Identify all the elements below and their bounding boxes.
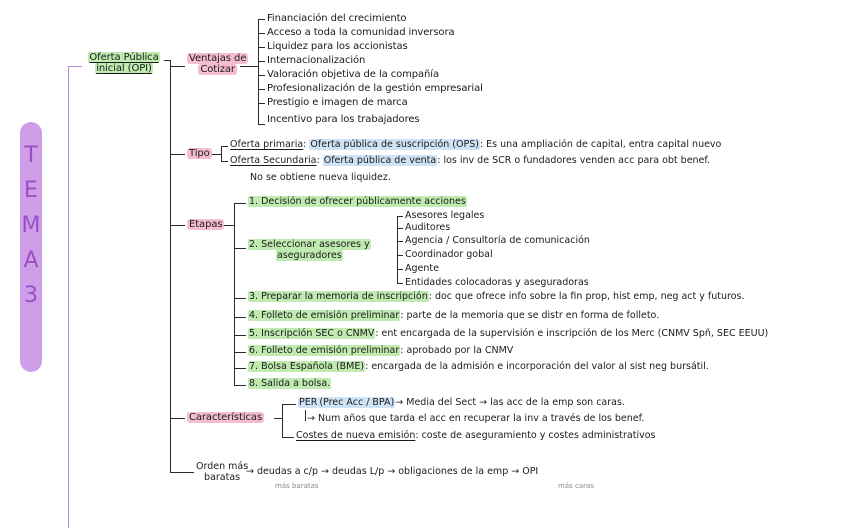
tipo-branch <box>212 154 221 155</box>
etapa-4-title: 4. Folleto de emisión preliminar <box>249 310 400 321</box>
costes-title: Costes de nueva emisión <box>296 430 416 441</box>
ventajas-item: Liquidez para los accionistas <box>267 41 408 52</box>
asesor-item: Agente <box>405 263 439 274</box>
tipo-bracket <box>221 146 222 162</box>
caracteristicas-connector <box>170 418 185 419</box>
per-desc: → Media del Sect → las acc de la emp son caras. <box>395 397 625 408</box>
etapas-connector <box>170 225 185 226</box>
etapa-5-desc: : ent encargada de la supervisión e inscripción de los Merc (CNMV Spñ, SEC EEUU) <box>375 328 769 339</box>
caracteristicas-label <box>187 412 264 423</box>
tipo-primaria <box>230 140 721 151</box>
ventajas-item: Prestigio e imagen de marca <box>267 97 408 108</box>
asesor-item: Asesores legales <box>405 210 485 221</box>
ventajas-item: Incentivo para los trabajadores <box>267 114 420 125</box>
etapa-2 <box>248 240 371 261</box>
ventajas-item: Financiación del crecimiento <box>267 13 407 24</box>
secundaria-highlight: Oferta pública de venta <box>323 155 437 166</box>
tema-letter: E <box>24 178 38 203</box>
tipo-label-text: Tipo <box>189 148 210 159</box>
per-title: PER <box>299 397 318 408</box>
etapa-2-line1: 2. Seleccionar asesores y <box>249 239 370 250</box>
root-connector-line <box>68 66 69 528</box>
root-title-line2: inicial (OPI) <box>96 63 152 74</box>
asesor-item: Auditores <box>405 222 451 233</box>
etapa-3-desc: : doc que ofrece info sobre la fin prop, hist emp, neg act y futuros. <box>428 291 745 302</box>
etapa-2-bracket <box>397 216 398 284</box>
tema-letter: M <box>21 213 41 238</box>
per-row <box>298 398 625 409</box>
etapas-label-text: Etapas <box>189 219 223 230</box>
etapas-label <box>187 219 224 230</box>
per-sub: → Num años que tarda el acc en recuperar la inv a través de los benef. <box>307 413 645 424</box>
ventajas-item: Valoración objetiva de la compañía <box>267 69 440 80</box>
root-title-line1: Oferta Pública <box>89 52 159 63</box>
etapa-6-desc: : aprobado por la CNMV <box>400 345 514 356</box>
secundaria-desc: : los inv de SCR o fundadores venden acc para obt benef. <box>437 155 711 166</box>
ventajas-item: Acceso a toda la comunidad inversora <box>267 27 455 38</box>
spine-top-tick <box>164 60 171 61</box>
etapa-5-title: 5. Inscripción SEC o CNMV <box>249 328 375 339</box>
tipo-connector <box>170 154 185 155</box>
caracteristicas-label-text: Características <box>189 412 263 423</box>
orden-connector <box>170 472 194 473</box>
ventajas-label-line2: Cotizar <box>200 64 235 75</box>
primaria-colon: : <box>303 139 310 150</box>
etapa-6 <box>248 346 513 357</box>
primaria-highlight: Oferta pública de suscripción (OPS) <box>310 139 479 150</box>
etapa-6-title: 6. Folleto de emisión preliminar <box>249 345 400 356</box>
costes-row <box>296 431 655 442</box>
tema-title <box>20 138 42 313</box>
tema-letter: T <box>24 143 38 168</box>
etapa-1 <box>248 197 467 208</box>
etapa-4 <box>248 311 659 322</box>
ventajas-item: Profesionalización de la gestión empresarial <box>267 83 483 94</box>
secundaria-line2: No se obtiene nueva liquidez. <box>250 172 391 183</box>
secundaria-colon: : <box>316 155 323 166</box>
primaria-desc: : Es una ampliación de capital, entra capital nuevo <box>479 139 722 150</box>
ventajas-item: Internacionalización <box>267 55 366 66</box>
main-spine-line <box>170 60 171 472</box>
asesor-item: Agencia / Consultoría de comunicación <box>405 235 590 246</box>
tipo-label <box>187 148 212 159</box>
etapa-3 <box>248 292 745 303</box>
orden-label <box>196 462 248 483</box>
etapa-8 <box>248 379 331 390</box>
root-connector-tick <box>68 66 82 67</box>
orden-label-line1: Orden más <box>196 461 249 472</box>
orden-sequence: → deudas a c/p → deudas L/p → obligaciones de la emp → OPI <box>246 466 539 477</box>
orden-note-cheap: más baratas <box>275 482 319 490</box>
ventajas-connector <box>170 66 185 67</box>
caracteristicas-bracket <box>282 404 283 438</box>
ventajas-bracket <box>258 19 259 125</box>
ventajas-branch <box>240 66 258 67</box>
secundaria-title: Oferta Secundaria <box>230 155 317 166</box>
tema-number: 3 <box>24 283 38 308</box>
etapas-bracket <box>234 203 235 385</box>
etapas-branch <box>224 225 234 226</box>
costes-desc: : coste de aseguramiento y costes administrativos <box>415 430 656 441</box>
per-formula: (Prec Acc / BPA) <box>319 397 395 408</box>
root-node <box>84 52 164 74</box>
etapa-7-title: 7. Bolsa Española (BME) <box>249 361 365 372</box>
etapa-7 <box>248 362 709 373</box>
tema-letter: A <box>23 248 39 273</box>
etapa-4-desc: : parte de la memoria que se distr en forma de folleto. <box>400 310 660 321</box>
asesor-item: Entidades colocadoras y aseguradoras <box>405 277 589 288</box>
etapa-3-title: 3. Preparar la memoria de inscripción <box>249 291 428 302</box>
orden-note-expensive: más caras <box>558 482 594 490</box>
orden-label-line2: baratas <box>204 471 241 483</box>
etapa-5 <box>248 329 768 340</box>
caracteristicas-branch <box>274 418 282 419</box>
etapa-8-text: 8. Salida a bolsa. <box>249 378 331 389</box>
etapa-2-line2: aseguradores <box>276 249 342 261</box>
ventajas-label-line1: Ventajas de <box>189 53 247 64</box>
ventajas-label <box>187 53 248 75</box>
tipo-secundaria <box>230 156 710 167</box>
asesor-item: Coordinador gobal <box>405 249 493 260</box>
primaria-title: Oferta primaria <box>230 139 304 150</box>
etapa-7-desc: : encargada de la admisión e incorporación del valor al sist neg bursátil. <box>365 361 709 372</box>
etapa-1-text: 1. Decisión de ofrecer públicamente acciones <box>249 196 466 207</box>
